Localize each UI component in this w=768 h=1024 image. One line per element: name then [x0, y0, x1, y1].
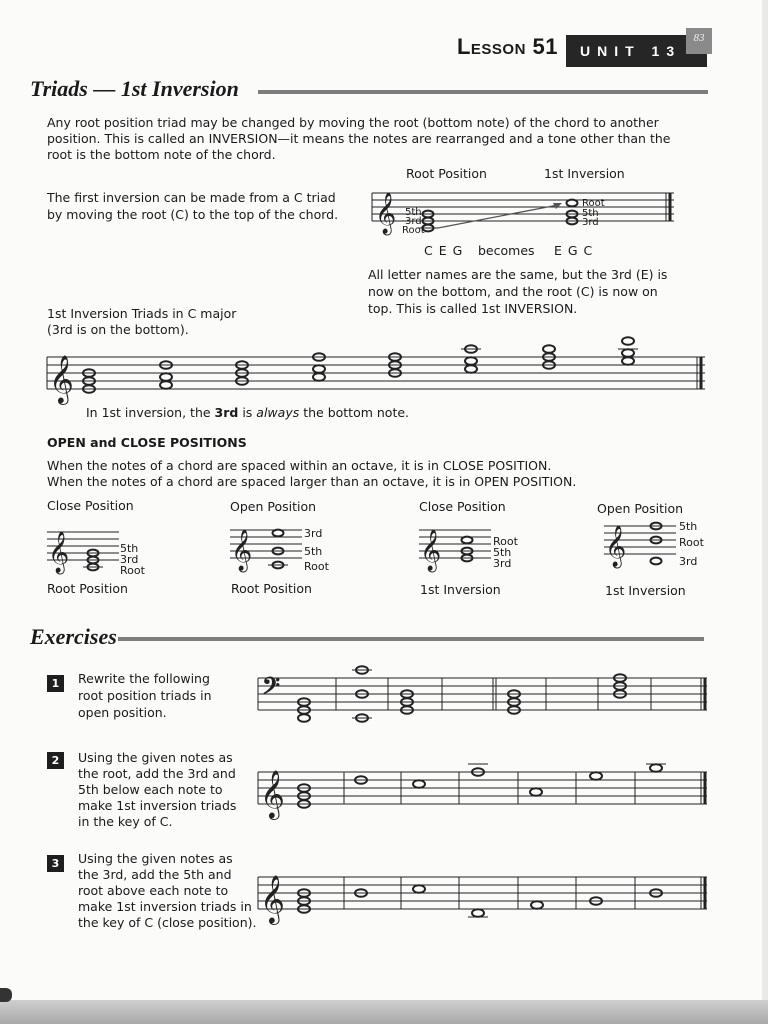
exercises-rule	[118, 637, 704, 641]
example-2-title: Open Position	[230, 499, 317, 514]
exercise-3-line-1: Using the given notes as	[78, 851, 233, 866]
svg-text:𝄞: 𝄞	[420, 530, 442, 571]
example-label-3rd-right: 3rd	[582, 217, 599, 228]
svg-text:𝄞: 𝄞	[231, 530, 253, 571]
svg-text:𝄞: 𝄞	[48, 532, 70, 573]
exercise-3-line-3: root above each note to	[78, 883, 229, 898]
explanation-line-2: now on the bottom, and the root (C) is now on	[368, 284, 658, 299]
example-4-label-3rd: 3rd	[679, 555, 698, 568]
explanation-line-3: top. This is called 1st INVERSION.	[368, 301, 578, 316]
scanner-edge	[0, 1000, 768, 1024]
example-root-position-label: Root Position	[406, 166, 487, 181]
svg-text:𝄢: 𝄢	[262, 672, 281, 705]
ceg-label: C E G	[424, 243, 464, 258]
always-bottom-note: In 1st inversion, the 3rd is always the bottom note.	[86, 405, 410, 420]
svg-text:𝄞: 𝄞	[49, 354, 74, 403]
section-title-exercises: Exercises	[30, 624, 117, 649]
page-binding-mark	[0, 988, 12, 1002]
example-2-label-3rd: 3rd	[304, 527, 323, 540]
explanation-line-1: All letter names are the same, but the 3rd (E) is	[368, 267, 668, 282]
exercise-2-line-1: Using the given notes as	[78, 750, 233, 765]
first-inversion-line-1: The first inversion can be made from a C triad	[47, 190, 336, 205]
unit-badge: UNIT 13	[566, 35, 707, 67]
exercise-1-bass-staff	[258, 668, 713, 720]
example-1-label-root: Root	[120, 564, 145, 577]
positions-line-1: When the notes of a chord are spaced within an octave, it is in CLOSE POSITION.	[47, 458, 552, 473]
becomes-label: becomes	[478, 243, 535, 258]
example-3-label-5th: 5th	[493, 546, 512, 559]
example-4-title: Open Position	[597, 501, 684, 516]
example-label-root-left: Root	[402, 225, 425, 236]
example-3-label-root: Root	[493, 535, 518, 548]
first-inversion-line-2: by moving the root (C) to the top of the chord.	[47, 207, 339, 222]
exercise-2-treble-staff	[258, 762, 713, 818]
open-position-inversion-staff	[604, 516, 684, 574]
exercise-2-line-3: 5th below each note to	[78, 782, 223, 797]
exercise-1-line-3: open position.	[78, 705, 167, 720]
example-first-inversion-label: 1st Inversion	[544, 166, 625, 181]
exercise-1-line-1: Rewrite the following	[78, 671, 210, 686]
exercise-3-line-5: the key of C (close position).	[78, 915, 257, 930]
exercise-2-number: 2	[47, 752, 64, 769]
c-major-inversions-staff	[47, 347, 712, 403]
example-2-label-5th: 5th	[304, 545, 323, 558]
close-position-inversion-staff	[419, 520, 499, 575]
egc-label: E G C	[554, 243, 594, 258]
intro-line-1: Any root position triad may be changed by moving the root (bottom note) of the chord to another	[47, 115, 659, 130]
intro-line-3: root is the bottom note of the chord.	[47, 147, 276, 162]
svg-text:𝄞: 𝄞	[605, 526, 627, 567]
exercise-3-line-2: the 3rd, add the 5th and	[78, 867, 232, 882]
example-3-caption: 1st Inversion	[420, 582, 501, 597]
example-3-label-3rd: 3rd	[493, 557, 512, 570]
intro-line-2: position. This is called an INVERSION—it means the notes are rearranged and a tone other than the	[47, 131, 671, 146]
exercise-3-number: 3	[47, 855, 64, 872]
c-major-line-1: 1st Inversion Triads in C major	[47, 306, 237, 321]
page-number: 83	[686, 28, 712, 54]
lesson-title: Lesson 51	[456, 34, 558, 59]
example-label-root-right: Root	[582, 198, 605, 209]
exercise-2-line-4: make 1st inversion triads	[78, 798, 237, 813]
example-4-label-5th: 5th	[679, 520, 698, 533]
example-1-caption: Root Position	[47, 581, 128, 596]
example-2-caption: Root Position	[231, 581, 312, 596]
section-title-triads: Triads — 1st Inversion	[30, 76, 239, 101]
positions-heading: OPEN and CLOSE POSITIONS	[47, 435, 247, 450]
close-position-root-staff	[47, 522, 127, 577]
example-label-5th-left: 5th	[405, 207, 422, 218]
example-1-title: Close Position	[47, 498, 134, 513]
exercise-2-line-2: the root, add the 3rd and	[78, 766, 236, 781]
section-rule	[258, 90, 708, 94]
exercise-3-treble-staff	[258, 867, 713, 923]
svg-text:𝄞: 𝄞	[375, 193, 397, 234]
positions-line-2: When the notes of a chord are spaced larger than an octave, it is in OPEN POSITION.	[47, 474, 577, 489]
example-label-3rd-left: 3rd	[405, 216, 422, 227]
example-1-label-3rd: 3rd	[120, 553, 139, 566]
exercise-2-line-5: in the key of C.	[78, 814, 173, 829]
svg-text:𝄞: 𝄞	[260, 769, 285, 818]
example-1-label-5th: 5th	[120, 542, 139, 555]
example-label-5th-right: 5th	[582, 208, 599, 219]
example-4-label-root: Root	[679, 536, 704, 549]
exercise-3-line-4: make 1st inversion triads in	[78, 899, 252, 914]
exercise-1-number: 1	[47, 675, 64, 692]
example-3-title: Close Position	[419, 499, 506, 514]
c-major-line-2: (3rd is on the bottom).	[47, 322, 189, 337]
example-2-label-root: Root	[304, 560, 329, 573]
open-position-root-staff	[230, 520, 310, 575]
svg-text:𝄞: 𝄞	[260, 874, 285, 923]
example-4-caption: 1st Inversion	[605, 583, 686, 598]
exercise-1-line-2: root position triads in	[78, 688, 212, 703]
